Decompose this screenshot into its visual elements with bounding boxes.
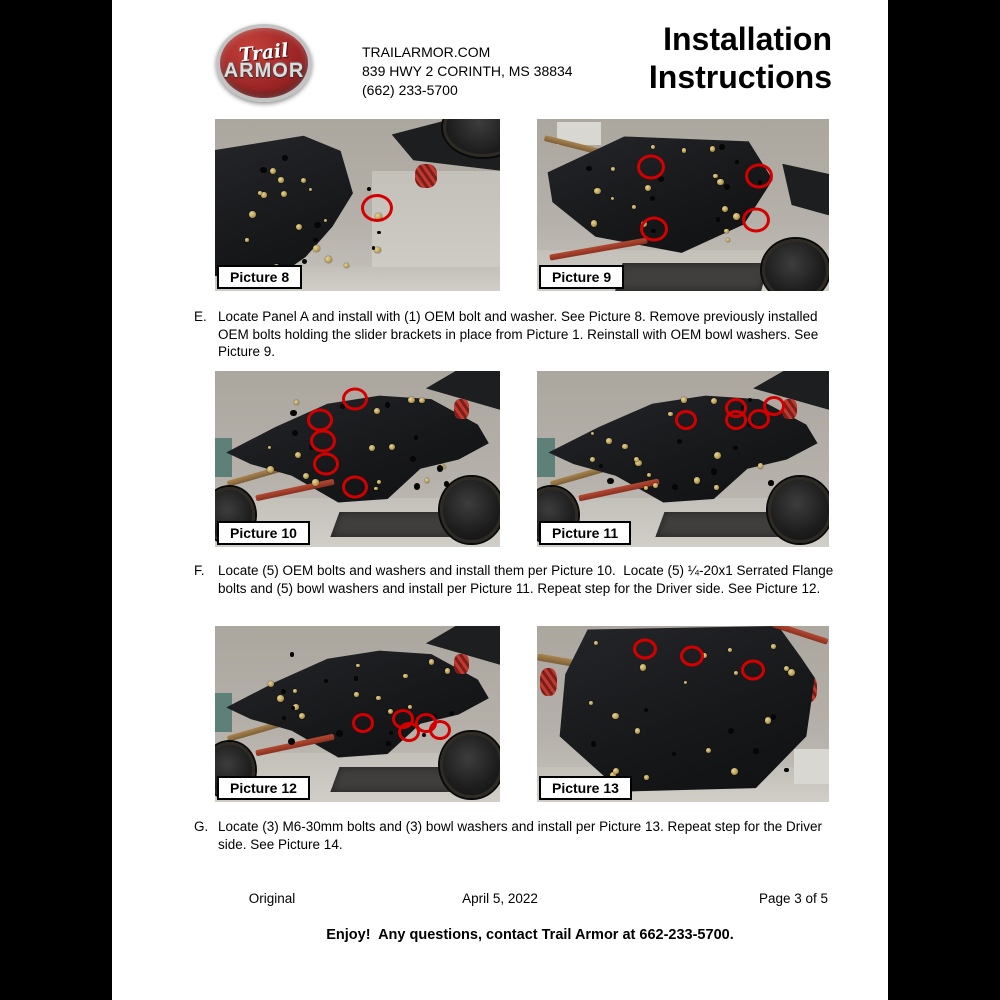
- contact-phone: (662) 233-5700: [362, 82, 458, 98]
- bolt-location-marker: [429, 720, 451, 740]
- bolt-location-marker: [745, 163, 773, 188]
- bolt-location-marker: [725, 410, 747, 430]
- contact-website: TRAILARMOR.COM: [362, 44, 491, 60]
- step-letter: E.: [194, 309, 207, 324]
- bolt-location-marker: [313, 453, 339, 476]
- title-line-1: Installation: [663, 21, 832, 57]
- bolt-location-marker: [310, 430, 336, 453]
- footer-page-number: Page 3 of 5: [758, 891, 828, 906]
- contact-address: 839 HWY 2 CORINTH, MS 38834: [362, 63, 573, 79]
- picture-10-photo: [215, 371, 500, 547]
- bolt-location-marker: [637, 155, 665, 180]
- bolt-location-marker: [742, 208, 770, 233]
- picture-label: Picture 11: [539, 521, 631, 545]
- bolt-location-marker: [640, 217, 668, 242]
- bolt-location-marker: [307, 409, 333, 432]
- bolt-location-marker: [352, 713, 374, 733]
- logo-block-text: ARMOR: [223, 60, 305, 82]
- footer-contact-note: Enjoy! Any questions, contact Trail Armor at 662-233-5700.: [326, 927, 734, 943]
- title-line-2: Instructions: [648, 59, 832, 95]
- step-letter: F.: [194, 563, 205, 578]
- step-f: [194, 562, 850, 597]
- bolt-location-marker: [741, 660, 765, 681]
- logo-script-text: Trail: [238, 39, 290, 67]
- step-text: Locate Panel A and install with (1) OEM bolt and washer. See Picture 8. Remove previously installed OEM bolts holding the slider brackets in place from Picture 1. Reinstall with OEM bowl washers. See Picture 9.: [218, 309, 823, 359]
- page-title: [649, 20, 832, 96]
- picture-9-photo: [537, 119, 829, 291]
- document-page: [112, 0, 888, 1000]
- picture-12-photo: [215, 626, 500, 802]
- bolt-location-marker: [361, 194, 393, 222]
- bolt-location-marker: [342, 388, 368, 411]
- picture-13-photo: [537, 626, 829, 802]
- picture-label: Picture 13: [539, 776, 632, 800]
- step-g: [194, 818, 850, 853]
- footer-date: April 5, 2022: [462, 891, 538, 906]
- picture-label: Picture 9: [539, 265, 624, 289]
- bolt-location-marker: [342, 476, 368, 499]
- trail-armor-logo: [216, 24, 312, 102]
- footer-revision: Original: [248, 891, 296, 906]
- bolt-location-marker: [680, 645, 704, 666]
- picture-label: Picture 8: [217, 265, 302, 289]
- step-letter: G.: [194, 819, 209, 834]
- picture-11-photo: [537, 371, 829, 547]
- bolt-location-marker: [763, 396, 785, 416]
- picture-label: Picture 12: [217, 776, 310, 800]
- contact-block: [362, 43, 573, 100]
- bolt-location-marker: [675, 410, 697, 430]
- picture-8-photo: [215, 119, 500, 291]
- step-e: [194, 308, 850, 361]
- picture-label: Picture 10: [217, 521, 310, 545]
- step-text: Locate (5) OEM bolts and washers and install them per Picture 10. Locate (5) ¼-20x1 Serrated Flange bolts and (5) bowl washers and install per Picture 11. Repeat step for the Driver side. See Picture 12.: [218, 563, 838, 596]
- step-text: Locate (3) M6-30mm bolts and (3) bowl washers and install per Picture 13. Repeat step for the Driver side. See Picture 14.: [218, 819, 826, 852]
- bolt-location-marker: [633, 638, 657, 659]
